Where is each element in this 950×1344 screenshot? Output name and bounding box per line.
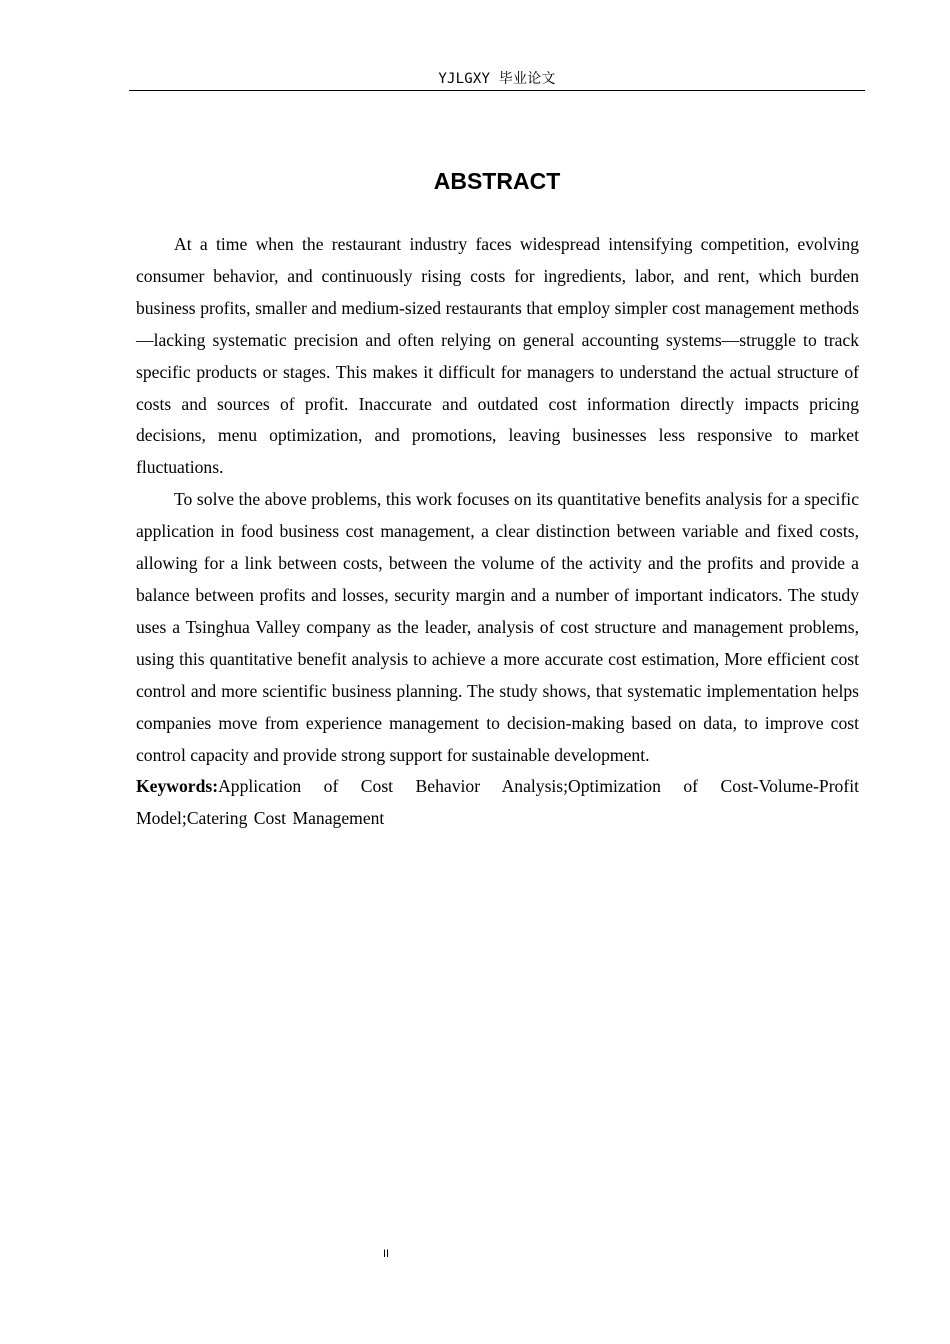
header-text: YJLGXY 毕业论文: [438, 71, 556, 87]
page-header: [129, 68, 865, 91]
page-number: II: [382, 1248, 390, 1260]
abstract-body: [136, 229, 859, 835]
keywords-line: [136, 771, 859, 835]
abstract-paragraph-2: To solve the above problems, this work focuses on its quantitative benefits analysis for a specific application in food business cost management, a clear distinction between variable and fixed costs, allowing for a link between costs, between the volume of the activity and the profits and provide a balance between profits and losses, security margin and a number of important indicators. The study uses a Tsinghua Valley company as the leader, analysis of cost structure and management problems, using this quantitative benefit analysis to achieve a more accurate cost estimation, More efficient cost control and more scientific business planning. The study shows, that systematic implementation helps companies move from experience management to decision-making based on data, to improve cost control capacity and provide strong support for sustainable development.: [136, 489, 859, 765]
keywords-label: Keywords:: [136, 776, 219, 797]
keywords-text: Application of Cost Behavior Analysis;Optimization of Cost-Volume-Profit Model;Catering Cost Management: [136, 776, 859, 829]
abstract-title: ABSTRACT: [433, 168, 561, 194]
abstract-paragraph-1: At a time when the restaurant industry faces widespread intensifying competition, evolving consumer behavior, and continuously rising costs for ingredients, labor, and rent, which burden business profits, smaller and medium-sized restaurants that employ simpler cost management methods—lacking systematic precision and often relying on general accounting systems—struggle to track specific products or stages. This makes it difficult for managers to understand the actual structure of costs and sources of profit. Inaccurate and outdated cost information directly impacts pricing decisions, menu optimization, and promotions, leaving businesses less responsive to market fluctuations.: [136, 234, 859, 478]
